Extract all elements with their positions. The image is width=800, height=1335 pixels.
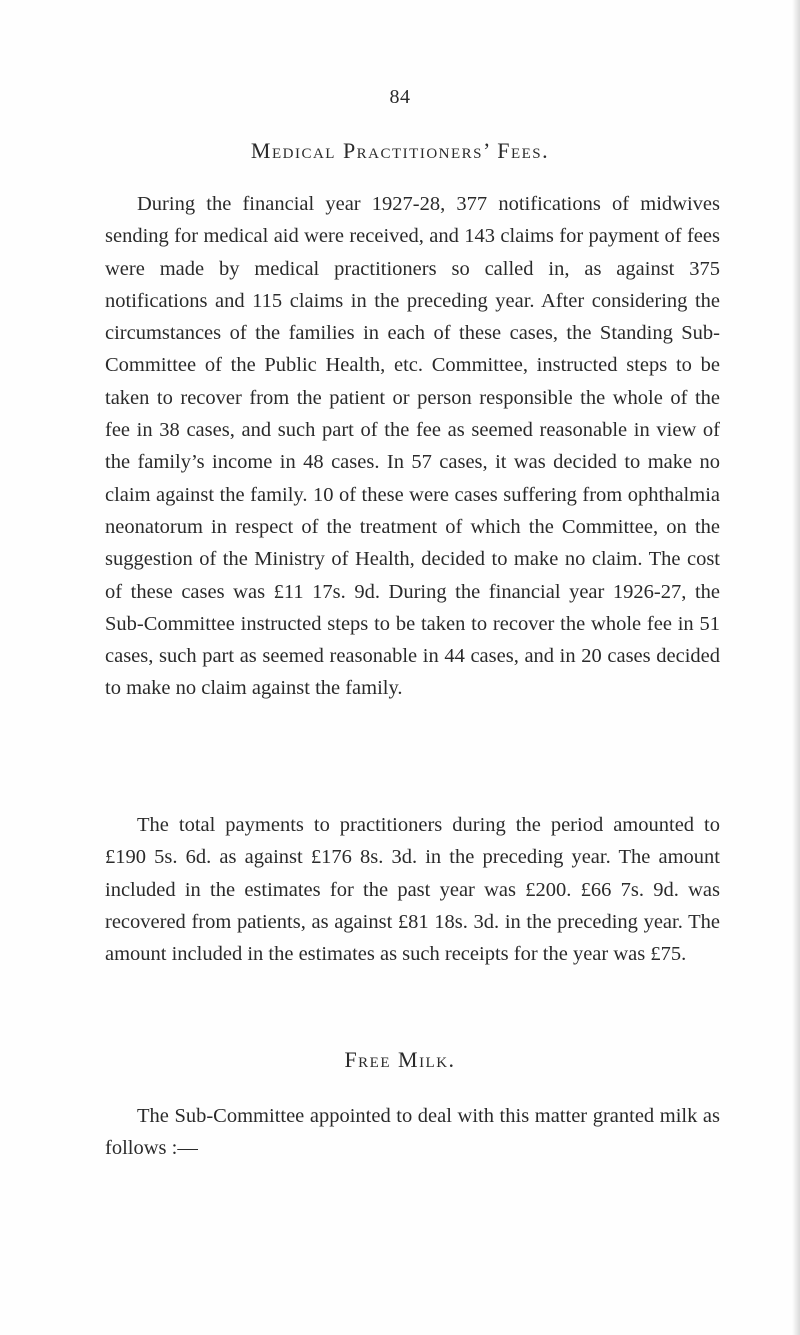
section-heading-medical-fees: Medical Practitioners’ Fees. (250, 138, 550, 163)
paragraph-free-milk-1: The Sub-Committee appointed to deal with this matter granted milk as follows :— (105, 1105, 720, 1160)
page-number: 84 (389, 86, 411, 108)
paragraph-medical-fees-1: During the financial year 1927-28, 377 notifications of midwives sending for medical aid were received, and 143 claims for payment of fees were made by medical practitioners so called in, as against 375 notifications and 115 claims in the preceding year. After considering the circumstances of the families in each of these cases, the Standing Sub-Committee of the Public Health, etc. Committee, instructed steps to be taken to recover from the patient or person responsible the whole of the fee in 38 cases, and such part of the fee as seemed reasonable in view of the family’s income in 48 cases. In 57 cases, it was decided to make no claim against the family. 10 of these were cases suffering from ophthalmia neonatorum in respect of the treatment of which the Committee, on the suggestion of the Ministry of Health, decided to make no claim. The cost of these cases was £11 17s. 9d. During the financial year 1926-27, the Sub-Committee instructed steps to be taken to recover the whole fee in 51 cases, such part as seemed reasonable in 44 cases, and in 20 cases decided to make no claim against the family. (105, 193, 720, 700)
section-heading-free-milk: Free Milk. (344, 1047, 456, 1072)
page-edge-shadow (792, 0, 800, 1335)
paragraph-medical-fees-2: The total payments to practitioners during the period amounted to £190 5s. 6d. as against £176 8s. 3d. in the preceding year. The amount included in the estimates for the past year was £200. £66 7s. 9d. was recovered from patients, as against £81 18s. 3d. in the preceding year. The amount included in the estimates as such receipts for the year was £75. (105, 814, 720, 966)
